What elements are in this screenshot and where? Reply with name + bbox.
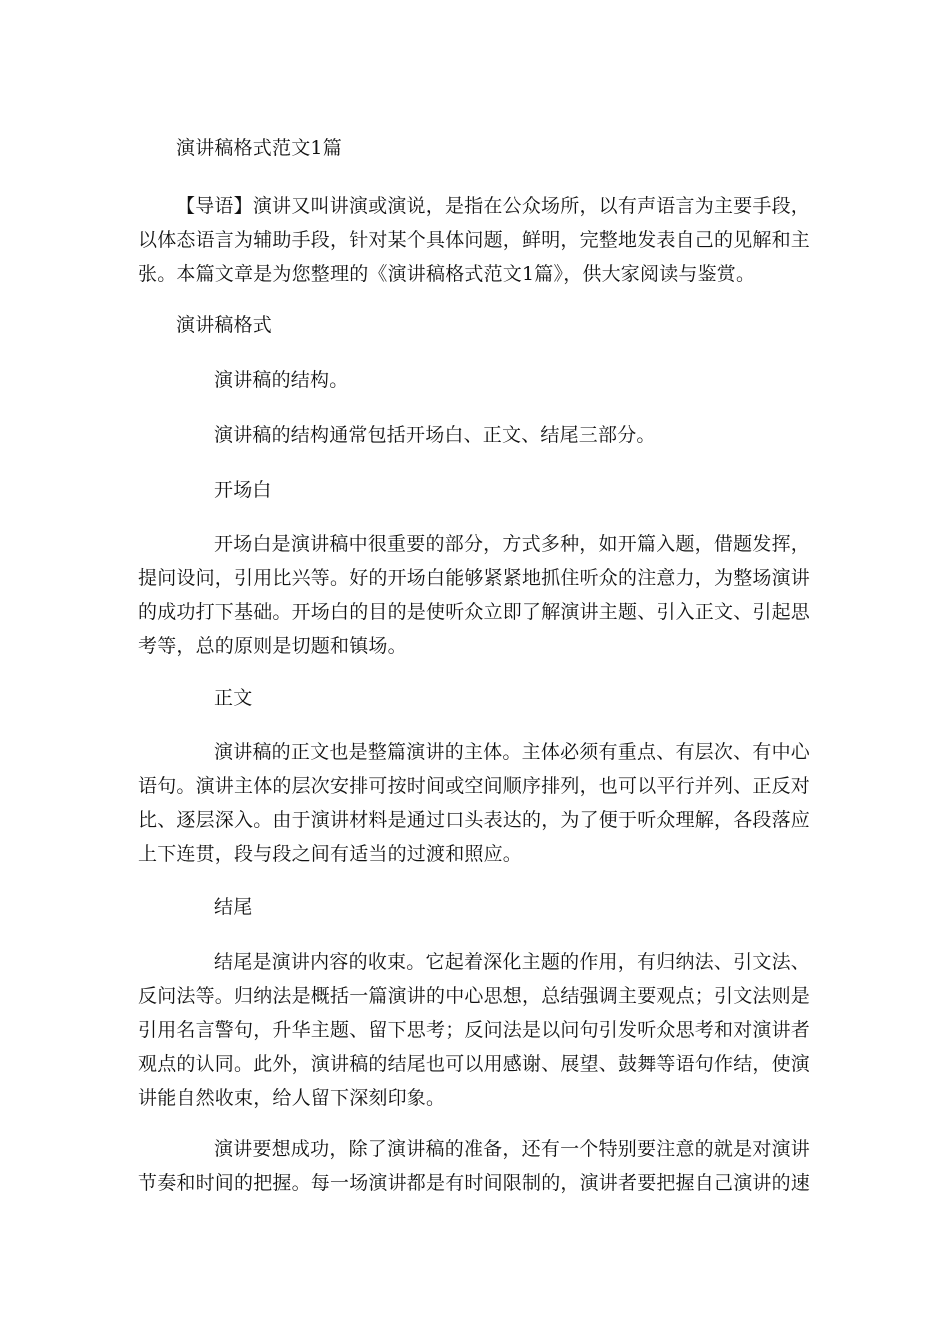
body-paragraph: 演讲稿的正文也是整篇演讲的主体。主体必须有重点、有层次、有中心语句。演讲主体的层次安排可按时间或空间顺序排列，也可以平行并列、正反对比、逐层深入。由于演讲材料是通过口头表达的，为了便于听众理解，各段落应上下连贯，段与段之间有适当的过渡和照应。 <box>138 741 811 865</box>
body-heading: 正文 <box>214 687 253 709</box>
document-title: 演讲稿格式范文1篇 <box>176 137 342 159</box>
ending-paragraph: 结尾是演讲内容的收束。它起着深化主题的作用，有归纳法、引文法、反问法等。归纳法是概括一篇演讲的中心思想，总结强调主要观点；引文法则是引用名言警句，升华主题、留下思考；反问法是以问句引发听众思考和对演讲者观点的认同。此外，演讲稿的结尾也可以用感谢、展望、鼓舞等语句作结，使演讲能自然收束，给人留下深刻印象。 <box>138 951 811 1109</box>
closing-paragraph: 演讲要想成功，除了演讲稿的准备，还有一个特别要注意的就是对演讲节奏和时间的把握。每一场演讲都是有时间限制的，演讲者要把握自己演讲的速 <box>138 1138 811 1194</box>
section-heading: 演讲稿格式 <box>176 314 273 336</box>
intro-paragraph: 【导语】演讲又叫讲演或演说，是指在公众场所，以有声语言为主要手段，以体态语言为辅助手段，针对某个具体问题，鲜明，完整地发表自己的见解和主张。本篇文章是为您整理的《演讲稿格式范文1篇》，供大家阅读与鉴赏。 <box>138 195 811 285</box>
opening-paragraph: 开场白是演讲稿中很重要的部分，方式多种，如开篇入题，借题发挥，提问设问，引用比兴等。好的开场白能够紧紧地抓住听众的注意力，为整场演讲的成功打下基础。开场白的目的是使听众立即了解演讲主题、引入正文、引起思考等，总的原则是切题和镇场。 <box>138 533 811 657</box>
ending-heading: 结尾 <box>214 896 253 918</box>
structure-paragraph: 演讲稿的结构通常包括开场白、正文、结尾三部分。 <box>214 424 656 446</box>
opening-heading: 开场白 <box>214 479 272 501</box>
structure-heading: 演讲稿的结构。 <box>214 369 349 391</box>
